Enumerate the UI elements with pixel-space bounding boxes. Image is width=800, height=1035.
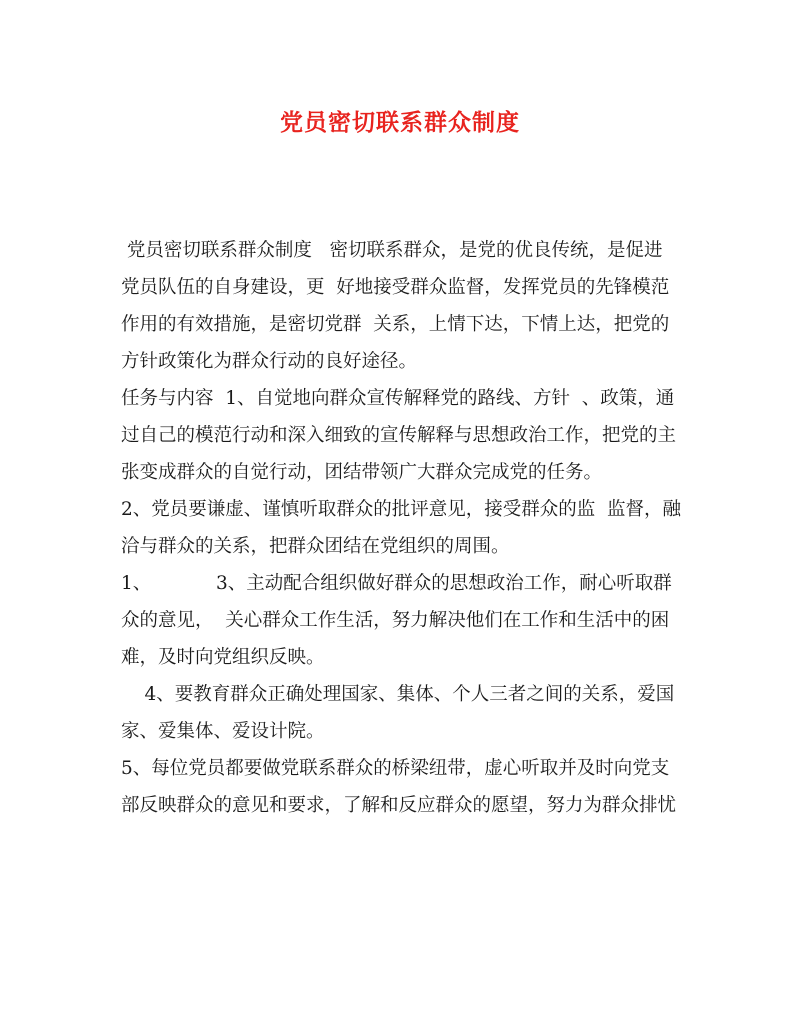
document-body bbox=[121, 232, 681, 824]
text-line: 洽与群众的关系，把群众团结在党组织的周围。 bbox=[121, 536, 510, 557]
text-line: 4、要教育群众正确处理国家、集体、个人三者之间的关系，爱国 bbox=[121, 684, 675, 705]
paragraph-item-2 bbox=[121, 491, 681, 565]
text-line: 部反映群众的意见和要求，了解和反应群众的愿望，努力为群众排忧 bbox=[121, 795, 677, 816]
text-line: 张变成群众的自觉行动，团结带领广大群众完成党的任务。 bbox=[121, 462, 603, 483]
text-line: 难，及时向党组织反映。 bbox=[121, 647, 325, 668]
paragraph-intro bbox=[121, 232, 681, 380]
paragraph-tasks bbox=[121, 380, 681, 491]
text-line: 党员密切联系群众制度 密切联系群众，是党的优良传统，是促进 bbox=[121, 240, 663, 261]
text-line: 家、爱集体、爱设计院。 bbox=[121, 721, 325, 742]
document-title: 党员密切联系群众制度 bbox=[280, 109, 520, 136]
text-line: 2、党员要谦虚、谨慎听取群众的批评意见，接受群众的监 监督，融 bbox=[121, 499, 682, 520]
text-line: 5、每位党员都要做党联系群众的桥梁纽带，虚心听取并及时向党支 bbox=[121, 758, 670, 779]
paragraph-item-4 bbox=[121, 676, 681, 750]
text-line: 作用的有效措施，是密切党群 关系，上情下达，下情上达，把党的 bbox=[121, 314, 670, 335]
text-line: 方针政策化为群众行动的良好途径。 bbox=[121, 351, 418, 372]
paragraph-item-5 bbox=[121, 750, 681, 824]
text-line: 党员队伍的自身建设，更 好地接受群众监督，发挥党员的先锋模范 bbox=[121, 277, 670, 298]
text-line: 1、 3、主动配合组织做好群众的思想政治工作，耐心听取群 bbox=[121, 573, 672, 594]
text-line: 任务与内容 1、自觉地向群众宣传解释党的路线、方针 、政策，通 bbox=[121, 388, 675, 409]
text-line: 众的意见， 关心群众工作生活，努力解决他们在工作和生活中的困 bbox=[121, 610, 670, 631]
text-line: 过自己的模范行动和深入细致的宣传解释与思想政治工作，把党的主 bbox=[121, 425, 677, 446]
paragraph-item-3 bbox=[121, 565, 681, 676]
